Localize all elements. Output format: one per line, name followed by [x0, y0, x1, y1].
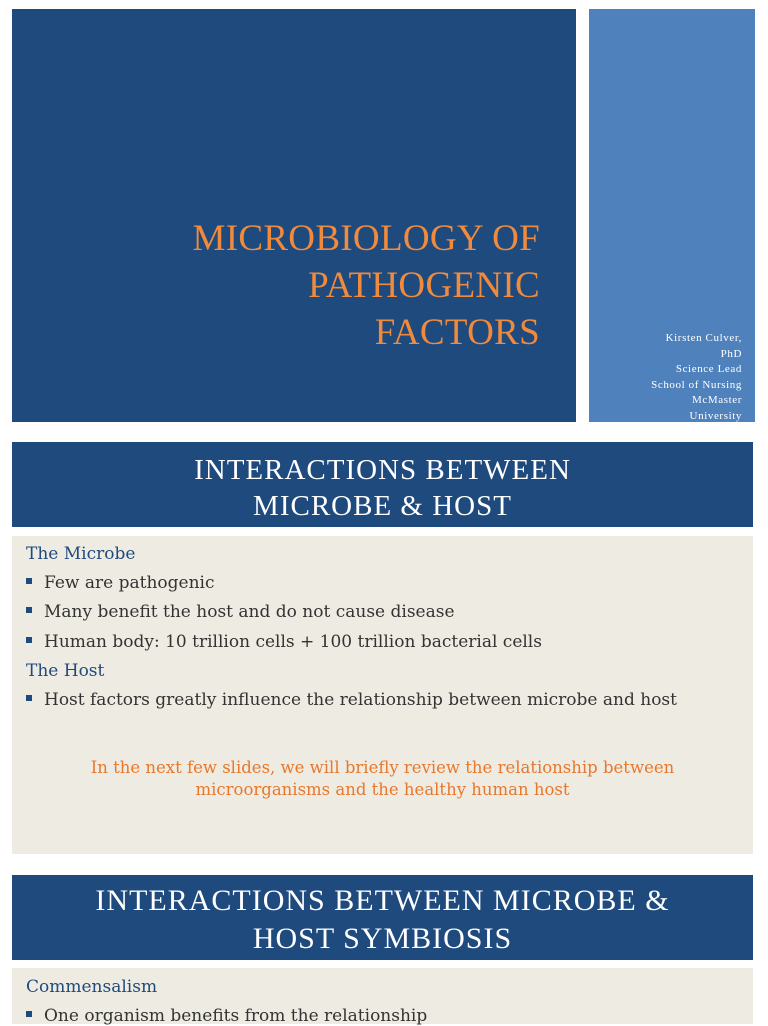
bullet-text: Human body: 10 trillion cells + 100 trillion bacterial cells	[44, 632, 542, 652]
bullet-text: Host factors greatly influence the relationship between microbe and host	[44, 690, 677, 710]
title-line: FACTORS	[374, 312, 540, 353]
bullet-marker	[26, 1011, 32, 1017]
note-line: In the next few slides, we will briefly review the relationship between	[90, 758, 675, 777]
list-item	[26, 690, 677, 710]
slide3-title-line: INTERACTIONS BETWEEN MICROBE &	[95, 884, 670, 917]
title-slide-heading	[193, 215, 540, 356]
author-line: University	[689, 409, 742, 422]
bullet-text: One organism benefits from the relationship	[44, 1006, 428, 1026]
bullet-marker	[26, 637, 32, 643]
slide3-header	[12, 875, 753, 960]
slide2-title-line: MICROBE & HOST	[253, 490, 512, 522]
author-line: Science Lead	[675, 363, 742, 375]
list-item	[26, 602, 455, 622]
note-line: microorganisms and the healthy human host	[195, 780, 570, 799]
slide2-header	[12, 442, 753, 527]
list-item	[26, 1006, 427, 1026]
title-line: MICROBIOLOGY OF	[192, 218, 540, 259]
bullet-marker	[26, 607, 32, 613]
slide3-title-line: HOST SYMBIOSIS	[252, 922, 513, 955]
commensalism-heading: Commensalism	[26, 977, 158, 997]
bullet-text: Many benefit the host and do not cause disease	[44, 602, 455, 622]
title-line: PATHOGENIC	[308, 265, 540, 306]
bullet-marker	[26, 695, 32, 701]
title-slide-side-panel	[589, 9, 755, 422]
slide3-body	[12, 968, 753, 1024]
author-block	[651, 331, 742, 424]
author-line: Kirsten Culver,	[665, 332, 742, 344]
author-line: McMaster	[691, 394, 742, 406]
slide2-title-line: INTERACTIONS BETWEEN	[194, 454, 571, 486]
bullet-text: Few are pathogenic	[44, 573, 215, 593]
author-line: PhD	[720, 347, 742, 360]
list-item	[26, 573, 215, 593]
bullet-marker	[26, 578, 32, 584]
host-heading: The Host	[26, 661, 105, 681]
slide2-body	[12, 536, 753, 854]
author-line: School of Nursing	[651, 378, 742, 391]
list-item	[26, 632, 542, 652]
review-note	[12, 757, 753, 801]
title-slide-panel	[12, 9, 576, 422]
microbe-heading: The Microbe	[26, 544, 136, 564]
